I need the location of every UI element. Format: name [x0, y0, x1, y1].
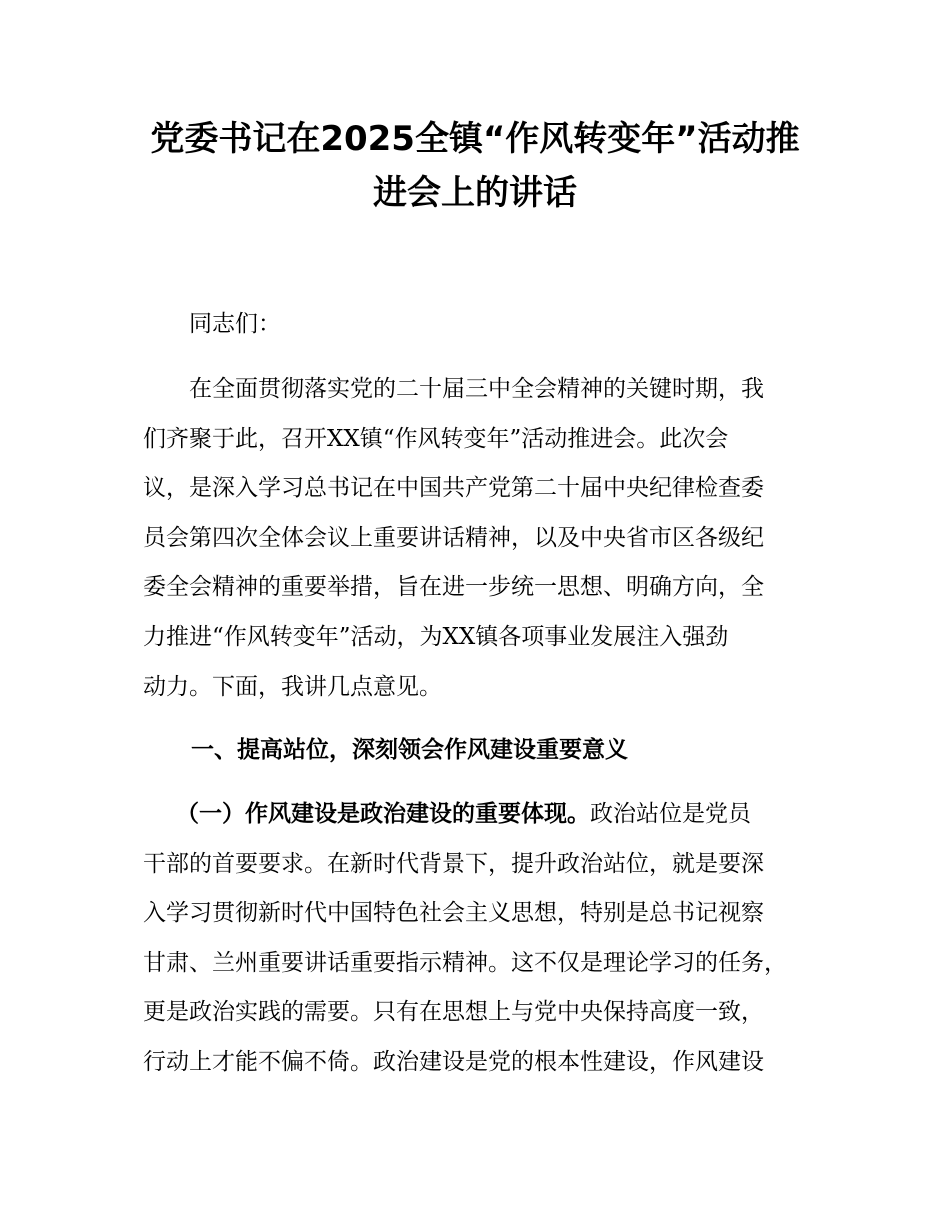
- paragraph-line: 委全会精神的重要举措，旨在进一步统一思想、明确方向，全: [143, 574, 764, 601]
- paragraph-line-rest: 政治站位是党员: [590, 801, 751, 827]
- paragraph-line: 动力。下面，我讲几点意见。: [143, 673, 442, 700]
- paragraph-line: 们齐聚于此，召开XX镇“作风转变年”活动推进会。此次会: [143, 425, 729, 452]
- section-heading-1: 一、提高站位，深刻领会作风建设重要意义: [191, 737, 628, 763]
- paragraph-line: 力推进“作风转变年”活动，为XX镇各项事业发展注入强劲: [143, 623, 729, 650]
- paragraph-line: 入学习贯彻新时代中国特色社会主义思想，特别是总书记视察: [143, 900, 764, 927]
- greeting: [143, 300, 833, 350]
- paragraph-line: 更是政治实践的需要。只有在思想上与党中央保持高度一致，: [143, 999, 764, 1026]
- paragraph-line: 员会第四次全体会议上重要讲话精神，以及中央省市区各级纪: [143, 524, 764, 551]
- paragraph-line: 在全面贯彻落实党的二十届三中全会精神的关键时期，我: [189, 376, 764, 402]
- paragraph-line: 行动上才能不偏不倚。政治建设是党的根本性建设，作风建设: [143, 1048, 764, 1075]
- greeting-text: 同志们：: [189, 311, 281, 337]
- paragraph-line: 议，是深入学习总书记在中国共产党第二十届中央纪律检查委: [143, 475, 764, 502]
- paragraph-first-line: [143, 790, 833, 840]
- paragraph-intro: [143, 365, 833, 712]
- paragraph-section-1-1: [143, 790, 833, 1088]
- document-title: [120, 112, 830, 220]
- title-line-1: 党委书记在2025全镇“作风转变年”活动推: [150, 119, 800, 159]
- paragraph-line: 干部的首要要求。在新时代背景下，提升政治站位，就是要深: [143, 850, 764, 877]
- paragraph-line: 甘肃、兰州重要讲话重要指示精神。这不仅是理论学习的任务，: [143, 949, 787, 976]
- subsection-heading: （一）作风建设是政治建设的重要体现。: [176, 801, 590, 827]
- title-line-2: 进会上的讲话: [373, 173, 577, 213]
